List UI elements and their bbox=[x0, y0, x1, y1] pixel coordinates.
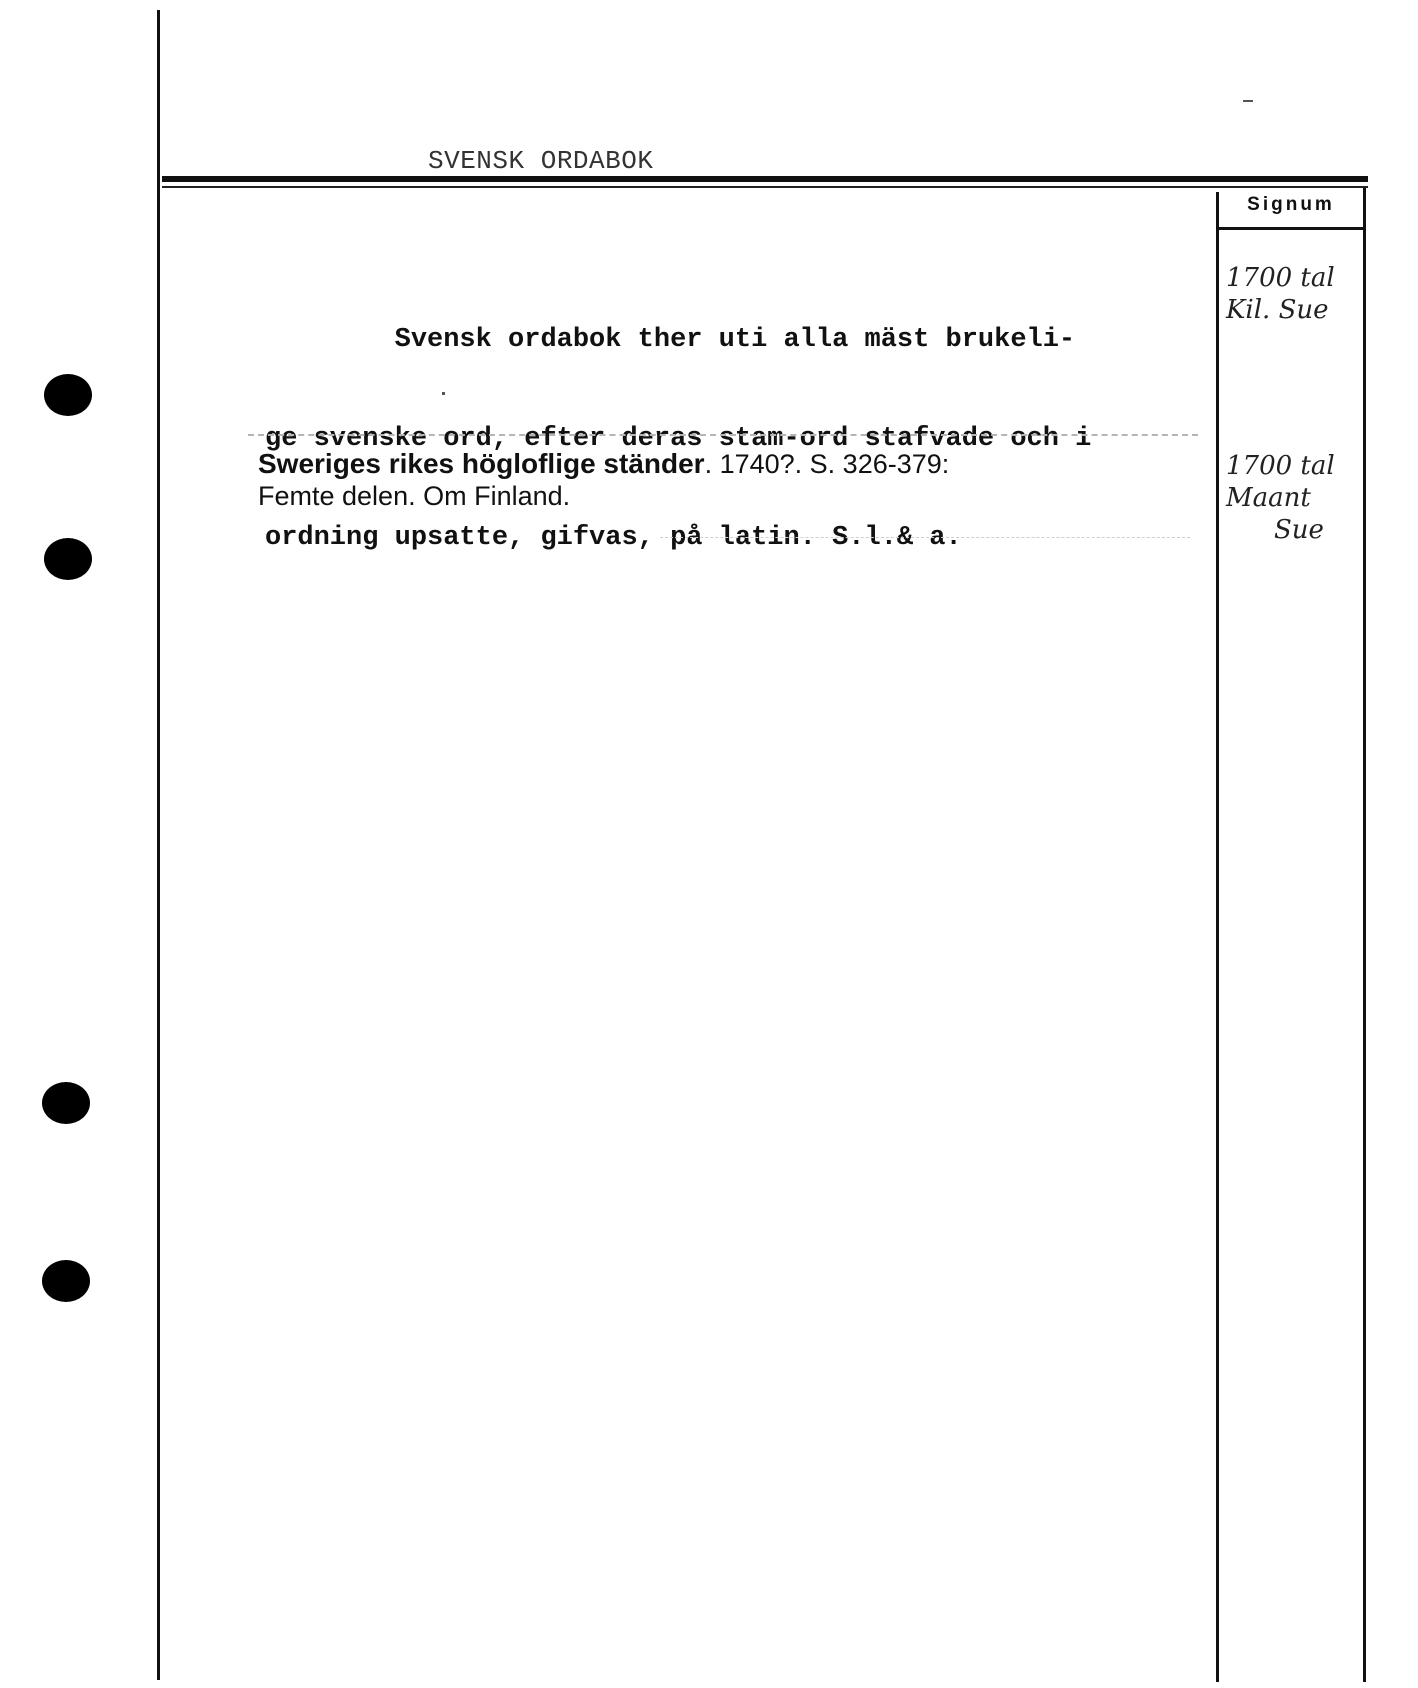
entry-title: Sweriges rikes högloflige ständer bbox=[258, 448, 705, 479]
entry-printed bbox=[258, 448, 1198, 512]
punch-hole bbox=[44, 538, 92, 580]
entry-typed bbox=[265, 258, 1205, 621]
punch-hole bbox=[42, 1260, 90, 1302]
scan-mark bbox=[442, 392, 445, 395]
header-rule-thin bbox=[162, 186, 1368, 188]
signum-note-handwritten: 1700 tal Maant Sue bbox=[1226, 451, 1335, 545]
signum-column-left-rule bbox=[1216, 192, 1219, 1682]
entry-line: Svensk ordabok ther uti alla mäst brukeli- bbox=[265, 325, 1076, 355]
signum-column-right-rule bbox=[1363, 188, 1366, 1682]
entry-line: ge svenske ord, efter deras stam-ord stafvade och i bbox=[265, 424, 1092, 454]
entry-line: ordning upsatte, gifvas, på latin. S.l.& a. bbox=[265, 523, 962, 553]
left-margin-rule bbox=[157, 10, 160, 1680]
entry-line: Femte delen. Om Finland. bbox=[258, 481, 571, 511]
signum-note-handwritten: 1700 tal Kil. Sue bbox=[1226, 263, 1335, 325]
header-rule bbox=[162, 176, 1368, 182]
card-title: SVENSK ORDABOK bbox=[428, 146, 654, 176]
signum-header-rule bbox=[1219, 227, 1365, 230]
signum-header: Signum bbox=[1247, 194, 1335, 215]
punch-hole bbox=[42, 1082, 90, 1124]
entry-line bbox=[258, 448, 1198, 480]
scan-mark bbox=[1243, 100, 1253, 102]
punch-hole bbox=[44, 374, 92, 416]
entry-separator bbox=[660, 537, 1190, 538]
entry-separator bbox=[248, 434, 1198, 436]
entry-details: . 1740?. S. 326-379: bbox=[704, 449, 950, 479]
